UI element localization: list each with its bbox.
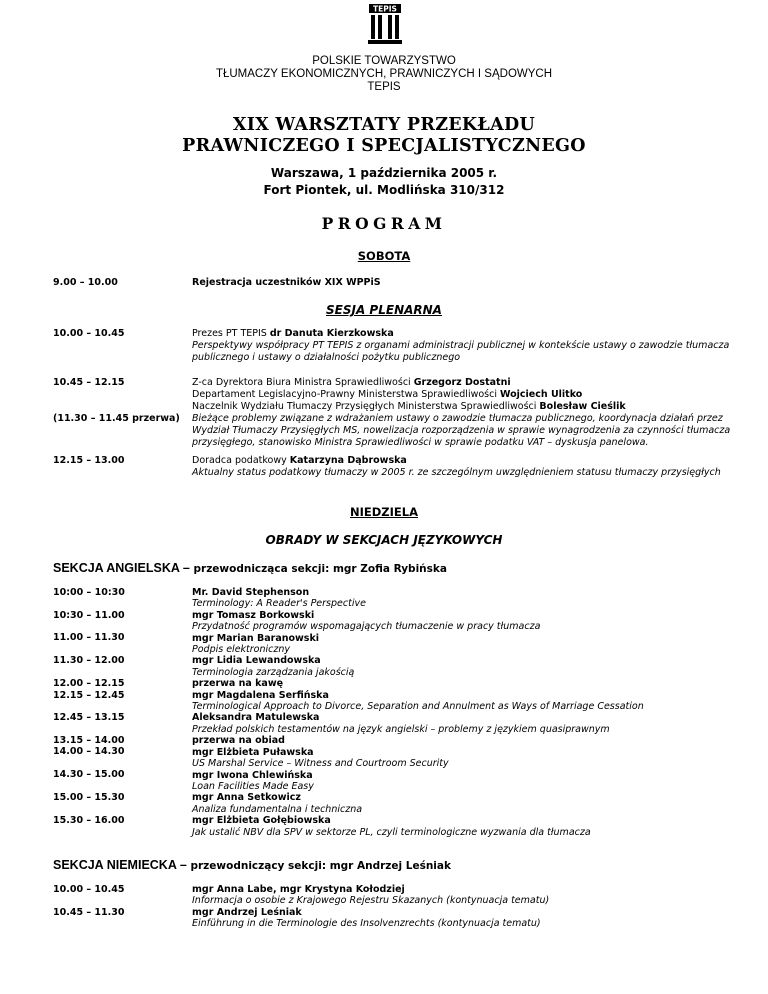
document-title (0, 115, 768, 157)
en-break-lunch: przerwa na obiad (192, 735, 285, 747)
en-time-8: 13.15 – 14.00 (53, 735, 125, 746)
en-topic-12: Jak ustalić NBV dla SPV w sektorze PL, czyli terminologiczne wyzwania dla tłumacza (192, 826, 591, 838)
org-line-1: POLSKIE TOWARZYSTWO (312, 55, 456, 67)
en-topic-3: Podpis elektroniczny (192, 644, 290, 656)
org-line-3: TEPIS (367, 81, 401, 93)
sat-item-2-speaker-3-prefix: Naczelnik Wydziału Tłumaczy Przysięgłych Ministerstwa Sprawiedliwości (192, 401, 540, 412)
en-time-4: 11.30 – 12.00 (53, 655, 125, 666)
sat-item-2-speaker-1: Grzegorz Dostatni (413, 377, 511, 388)
en-time-2: 10:30 – 11.00 (53, 610, 125, 621)
sat-item-1-prefix: Prezes PT TEPIS (192, 328, 270, 339)
en-time-10: 14.30 – 15.00 (53, 769, 125, 780)
de-topic-2: Einführung in die Terminologie des Insolvenzrechts (kontynuacja tematu) (192, 918, 541, 930)
en-speaker-6: mgr Magdalena Serfińska (192, 689, 329, 701)
de-speaker-2: mgr Andrzej Leśniak (192, 906, 302, 918)
event-location: Fort Piontek, ul. Modlińska 310/312 (263, 183, 505, 197)
sat-item-1-speaker: dr Danuta Kierzkowska (269, 328, 394, 339)
sat-item-2-speaker-3: Bolesław Cieślik (539, 401, 626, 412)
title-line-2: PRAWNICZEGO I SPECJALISTYCZNEGO (182, 136, 586, 156)
de-time-2: 10.45 – 11.30 (53, 907, 125, 918)
section-german-name: SEKCJA NIEMIECKA – (53, 858, 187, 872)
section-english-heading (53, 561, 447, 575)
section-english-name: SEKCJA ANGIELSKA – (53, 561, 190, 575)
en-speaker-10: mgr Iwona Chlewińska (192, 769, 313, 781)
en-topic-11: Analiza fundamentalna i techniczna (192, 803, 363, 815)
en-items (192, 587, 732, 838)
section-german-chair: przewodniczący sekcji: mgr Andrzej Leśniak (186, 860, 451, 872)
logo-text: TEPIS (373, 4, 397, 14)
en-topic-4: Terminologia zarządzania jakością (192, 666, 355, 678)
de-speaker-1: mgr Anna Labe, mgr Krystyna Kołodziej (192, 884, 405, 895)
sat-item-1 (192, 328, 732, 364)
en-time-11: 15.00 – 15.30 (53, 792, 125, 803)
en-time-6: 12.15 – 12.45 (53, 690, 125, 701)
en-topic-1: Terminology: A Reader's Perspective (192, 598, 366, 610)
en-speaker-11: mgr Anna Setkowicz (192, 792, 301, 804)
en-topic-6: Terminological Approach to Divorce, Separation and Annulment as Ways of Marriage Cessation (192, 701, 644, 713)
event-place (0, 165, 768, 199)
day-sunday: NIEDZIELA (349, 505, 418, 519)
sat-item-3-prefix: Doradca podatkowy (192, 455, 290, 466)
day-saturday: SOBOTA (357, 249, 411, 263)
sat-item-3-time: 12.15 – 13.00 (53, 455, 125, 466)
sat-item-3 (192, 455, 732, 479)
de-time-1: 10.00 – 10.45 (53, 884, 125, 895)
tepis-logo-icon (365, 2, 405, 46)
session-plenary: SESJA PLENARNA (326, 303, 442, 317)
en-speaker-1: Mr. David Stephenson (192, 587, 310, 598)
sat-item-2-break-note: (11.30 – 11.45 przerwa) (53, 413, 180, 424)
org-header (0, 55, 768, 94)
en-time-3: 11.00 – 11.30 (53, 632, 125, 643)
en-speaker-3: mgr Marian Baranowski (192, 632, 320, 644)
sat-item-2-speaker-2: Wojciech Ulitko (500, 389, 583, 400)
en-time-9: 14.00 – 14.30 (53, 746, 125, 757)
sat-item-2-topic: Bieżące problemy związane z wdrażaniem ustawy o zawodzie tłumacza publicznego, koordynacja działań przez Wydział Tłumaczy Przysięgłych MS, nowelizacja rozporządzenia w sprawie wynagrodzenia za czynności tłumacza przysięgłego, stanowisko Ministra Sprawiedliwości w sprawie podatku VAT – dyskusja panelowa. (192, 413, 731, 448)
sat-item-3-speaker: Katarzyna Dąbrowska (289, 455, 407, 466)
en-topic-10: Loan Facilities Made Easy (192, 780, 314, 792)
en-speaker-7: Aleksandra Matulewska (192, 712, 320, 724)
sat-item-3-topic: Aktualny status podatkowy tłumaczy w 2005 r. ze szczególnym uwzględnieniem statusu tłumaczy przysięgłych (192, 467, 721, 478)
en-speaker-4: mgr Lidia Lewandowska (192, 655, 321, 667)
session-language-sections: OBRADY W SEKCJACH JĘZYKOWYCH (265, 533, 503, 547)
en-topic-2: Przydatność programów wspomagających tłumaczenie w pracy tłumacza (192, 621, 541, 633)
de-topic-1: Informacja o osobie z Krajowego Rejestru Skazanych (kontynuacja tematu) (192, 895, 550, 907)
sat-item-2-time: 10.45 – 12.15 (53, 377, 125, 388)
tepis-logo (365, 2, 405, 46)
en-topic-9: US Marshal Service – Witness and Courtroom Security (192, 758, 449, 770)
program-heading: PROGRAM (321, 214, 447, 233)
en-break-coffee: przerwa na kawę (192, 678, 284, 690)
en-time-1: 10:00 – 10:30 (53, 587, 125, 598)
org-line-2: TŁUMACZY EKONOMICZNYCH, PRAWNICZYCH I SĄDOWYCH (215, 68, 553, 80)
de-items (192, 884, 732, 930)
sat-item-1-time: 10.00 – 10.45 (53, 328, 125, 339)
en-speaker-2: mgr Tomasz Borkowski (192, 609, 315, 621)
en-topic-7: Przekład polskich testamentów na język angielski – problemy z językiem quasiprawnym (192, 723, 610, 735)
registration-time: 9.00 – 10.00 (53, 277, 118, 288)
sat-item-2 (192, 377, 732, 449)
sat-item-2-speaker-1-prefix: Z-ca Dyrektora Biura Ministra Sprawiedliwości (192, 377, 414, 388)
en-speaker-12: mgr Elżbieta Gołębiowska (192, 815, 331, 827)
registration-text: Rejestracja uczestników XIX WPPiS (192, 277, 381, 288)
en-speaker-9: mgr Elżbieta Puławska (192, 746, 314, 758)
section-english-chair: przewodnicząca sekcji: mgr Zofia Rybińska (189, 563, 447, 575)
en-time-5: 12.00 – 12.15 (53, 678, 125, 689)
en-time-7: 12.45 – 13.15 (53, 712, 125, 723)
section-german-heading (53, 858, 451, 872)
title-line-1: XIX WARSZTATY PRZEKŁADU (232, 115, 536, 135)
en-time-12: 15.30 – 16.00 (53, 815, 125, 826)
sat-item-1-topic: Perspektywy współpracy PT TEPIS z organami administracji publicznej w kontekście ustawy o zawodzie tłumacza publicznego i ustawy o działalności pożytku publicznego (192, 340, 730, 363)
event-date: Warszawa, 1 października 2005 r. (270, 166, 498, 180)
sat-item-2-speaker-2-prefix: Departament Legislacyjno-Prawny Ministerstwa Sprawiedliwości (192, 389, 500, 400)
